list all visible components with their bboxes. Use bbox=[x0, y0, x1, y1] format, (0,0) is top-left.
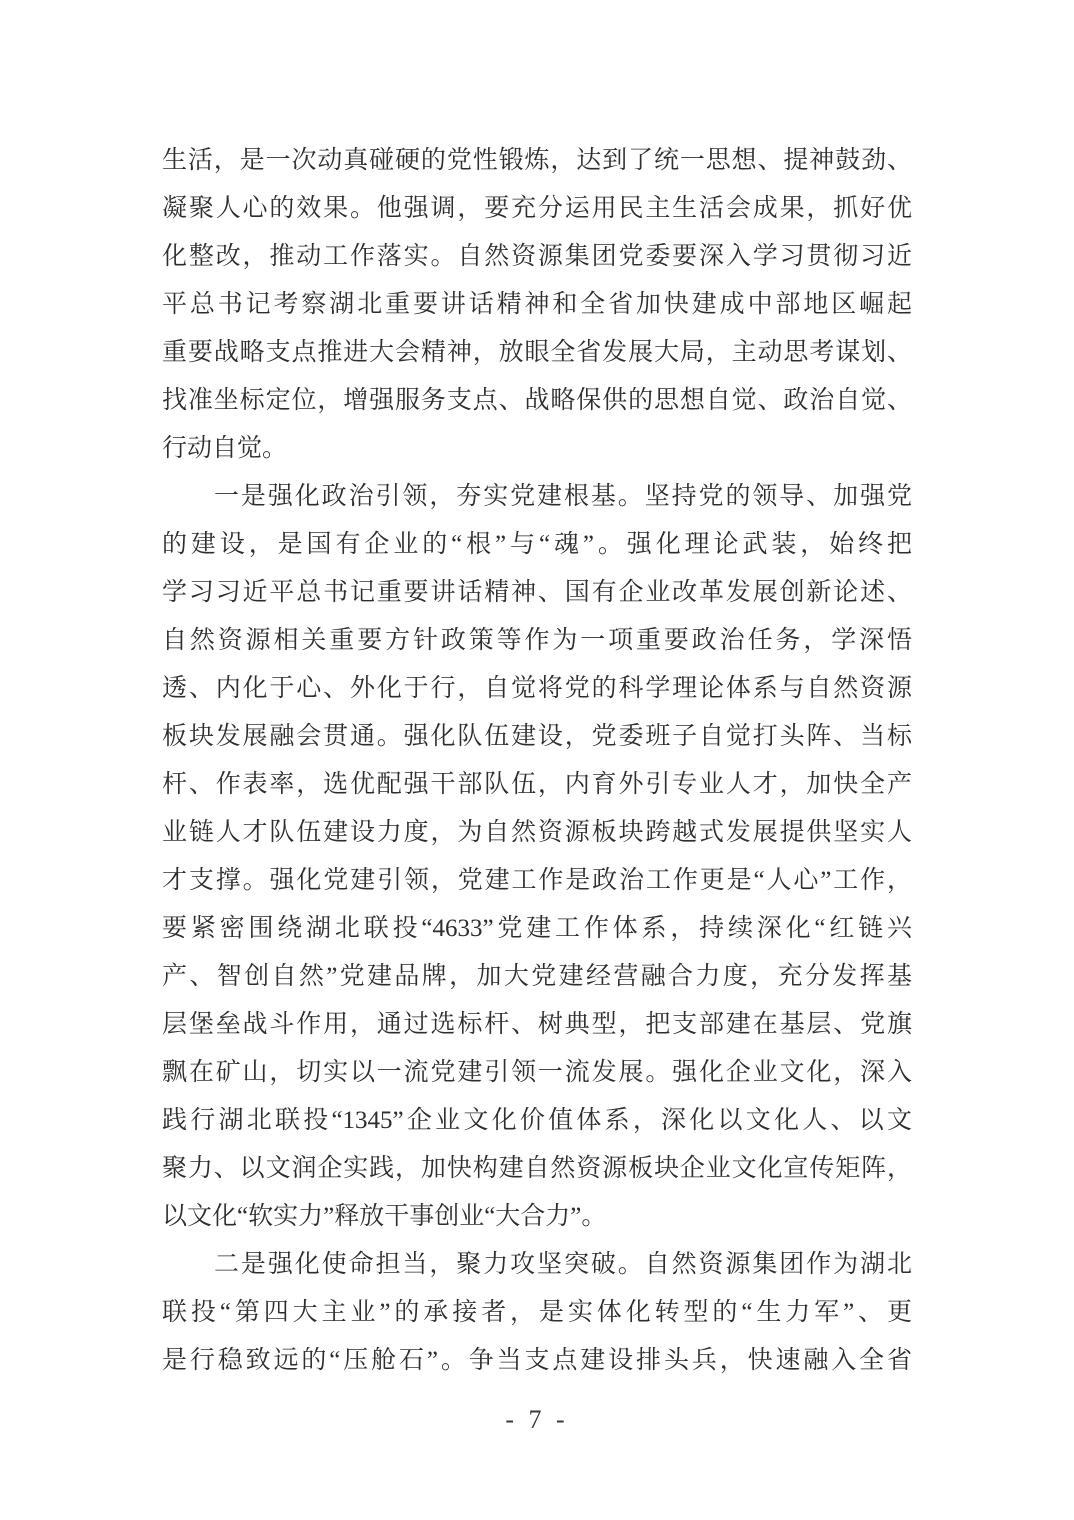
text-line: 联投“第四大主业”的承接者，是实体化转型的“生力军”、更 bbox=[162, 1299, 912, 1326]
text-line: 产、智创自然”党建品牌，加大党建经营融合力度，充分发挥基 bbox=[162, 963, 912, 990]
text-line: 学习习近平总书记重要讲话精神、国有企业改革发展创新论述、 bbox=[162, 579, 912, 606]
text-line: 聚力、以文润企实践，加快构建自然资源板块企业文化宣传矩阵， bbox=[162, 1155, 912, 1182]
text-line: 找准坐标定位，增强服务支点、战略保供的思想自觉、政治自觉、 bbox=[162, 387, 912, 414]
text-line: 的建设，是国有企业的“根”与“魂”。强化理论武装，始终把 bbox=[162, 531, 912, 558]
text-line: 透、内化于心、外化于行，自觉将党的科学理论体系与自然资源 bbox=[162, 675, 912, 702]
text-line: 生活，是一次动真碰硬的党性锻炼，达到了统一思想、提神鼓劲、 bbox=[162, 147, 912, 174]
text-line: 一是强化政治引领，夯实党建根基。坚持党的领导、加强党 bbox=[214, 483, 912, 510]
text-line: 才支撑。强化党建引领，党建工作是政治工作更是“人心”工作， bbox=[162, 867, 912, 894]
paragraph bbox=[162, 1241, 912, 1385]
text-line: 杆、作表率，选优配强干部队伍，内育外引专业人才，加快全产 bbox=[162, 771, 912, 798]
text-line: 业链人才队伍建设力度，为自然资源板块跨越式发展提供坚实人 bbox=[162, 819, 912, 846]
text-line: 飘在矿山，切实以一流党建引领一流发展。强化企业文化，深入 bbox=[162, 1059, 912, 1086]
paragraph bbox=[162, 473, 912, 1241]
text-line: 自然资源相关重要方针政策等作为一项重要政治任务，学深悟 bbox=[162, 627, 912, 654]
text-line: 重要战略支点推进大会精神，放眼全省发展大局，主动思考谋划、 bbox=[162, 339, 912, 366]
text-line: 是行稳致远的“压舱石”。争当支点建设排头兵，快速融入全省 bbox=[162, 1347, 912, 1374]
paragraph bbox=[162, 137, 912, 473]
text-line: 层堡垒战斗作用，通过选标杆、树典型，把支部建在基层、党旗 bbox=[162, 1011, 912, 1038]
text-line: 要紧密围绕湖北联投“4633”党建工作体系，持续深化“红链兴 bbox=[162, 915, 912, 942]
document-body bbox=[162, 137, 912, 1385]
text-line: 以文化“软实力”释放干事创业“大合力”。 bbox=[162, 1203, 607, 1230]
text-line: 践行湖北联投“1345”企业文化价值体系，深化以文化人、以文 bbox=[162, 1107, 912, 1134]
page-number: - 7 - bbox=[505, 1405, 569, 1434]
text-line: 凝聚人心的效果。他强调，要充分运用民主生活会成果，抓好优 bbox=[162, 195, 912, 222]
text-line: 二是强化使命担当，聚力攻坚突破。自然资源集团作为湖北 bbox=[214, 1251, 912, 1278]
text-line: 化整改，推动工作落实。自然资源集团党委要深入学习贯彻习近 bbox=[162, 243, 912, 270]
text-line: 平总书记考察湖北重要讲话精神和全省加快建成中部地区崛起 bbox=[162, 291, 912, 318]
text-line: 行动自觉。 bbox=[162, 435, 288, 462]
text-line: 板块发展融会贯通。强化队伍建设，党委班子自觉打头阵、当标 bbox=[162, 723, 912, 750]
